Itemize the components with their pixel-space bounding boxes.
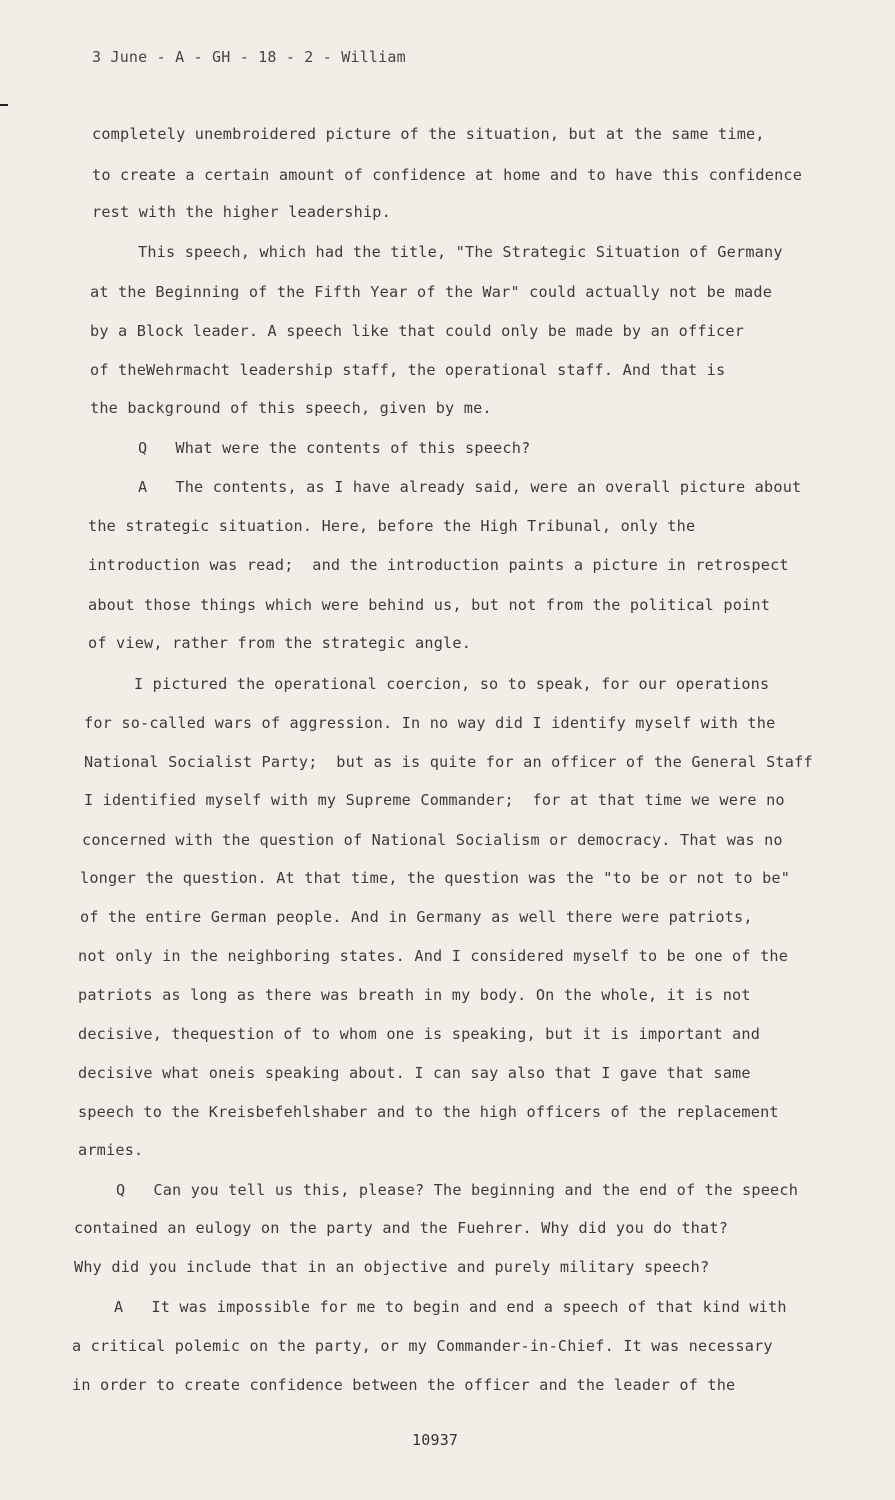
text-line: I pictured the operational coercion, so to speak, for our operations — [134, 675, 770, 693]
text-line: Why did you include that in an objective and purely military speech? — [74, 1258, 710, 1276]
text-line: rest with the higher leadership. — [92, 203, 391, 221]
page-number: 10937 — [412, 1431, 459, 1449]
text-line: National Socialist Party; but as is quite for an officer of the General Staff — [84, 753, 813, 771]
text-line: patriots as long as there was breath in my body. On the whole, it is not — [78, 986, 751, 1004]
text-line: This speech, which had the title, "The Strategic Situation of Germany — [138, 243, 783, 261]
text-line: longer the question. At that time, the question was the "to be or not to be" — [80, 869, 791, 887]
text-line: for so-called wars of aggression. In no way did I identify myself with the — [84, 714, 776, 732]
text-line: at the Beginning of the Fifth Year of the War" could actually not be made — [90, 283, 773, 301]
text-line: to create a certain amount of confidence at home and to have this confidence — [92, 166, 803, 184]
text-line: the background of this speech, given by me. — [90, 399, 492, 417]
text-line: of theWehrmacht leadership staff, the operational staff. And that is — [90, 361, 726, 379]
text-line: armies. — [78, 1141, 144, 1159]
text-line: speech to the Kreisbefehlshaber and to the high officers of the replacement — [78, 1103, 779, 1121]
text-line: Q Can you tell us this, please? The beginning and the end of the speech — [116, 1181, 799, 1199]
text-line: of the entire German people. And in Germany as well there were patriots, — [80, 908, 753, 926]
text-line: introduction was read; and the introduction paints a picture in retrospect — [88, 556, 789, 574]
text-line: decisive, thequestion of to whom one is speaking, but it is important and — [78, 1025, 761, 1043]
text-line: concerned with the question of National Socialism or democracy. That was no — [82, 831, 783, 849]
text-line: contained an eulogy on the party and the Fuehrer. Why did you do that? — [74, 1219, 729, 1237]
margin-mark — [0, 104, 8, 106]
text-line: in order to create confidence between the officer and the leader of the — [72, 1376, 736, 1394]
text-line: completely unembroidered picture of the situation, but at the same time, — [92, 125, 765, 143]
text-line: of view, rather from the strategic angle. — [88, 634, 472, 652]
text-line: by a Block leader. A speech like that could only be made by an officer — [90, 322, 745, 340]
text-line: a critical polemic on the party, or my Commander-in-Chief. It was necessary — [72, 1337, 773, 1355]
text-line: the strategic situation. Here, before the High Tribunal, only the — [88, 517, 696, 535]
text-line: decisive what oneis speaking about. I can say also that I gave that same — [78, 1064, 751, 1082]
page-header: 3 June - A - GH - 18 - 2 - William — [92, 48, 406, 66]
text-line: about those things which were behind us, but not from the political point — [88, 596, 771, 614]
text-line: not only in the neighboring states. And I considered myself to be one of the — [78, 947, 789, 965]
text-line: I identified myself with my Supreme Commander; for at that time we were no — [84, 791, 785, 809]
text-line: A It was impossible for me to begin and end a speech of that kind with — [114, 1298, 787, 1316]
text-line: Q What were the contents of this speech? — [138, 439, 531, 457]
text-line: A The contents, as I have already said, were an overall picture about — [138, 478, 802, 496]
